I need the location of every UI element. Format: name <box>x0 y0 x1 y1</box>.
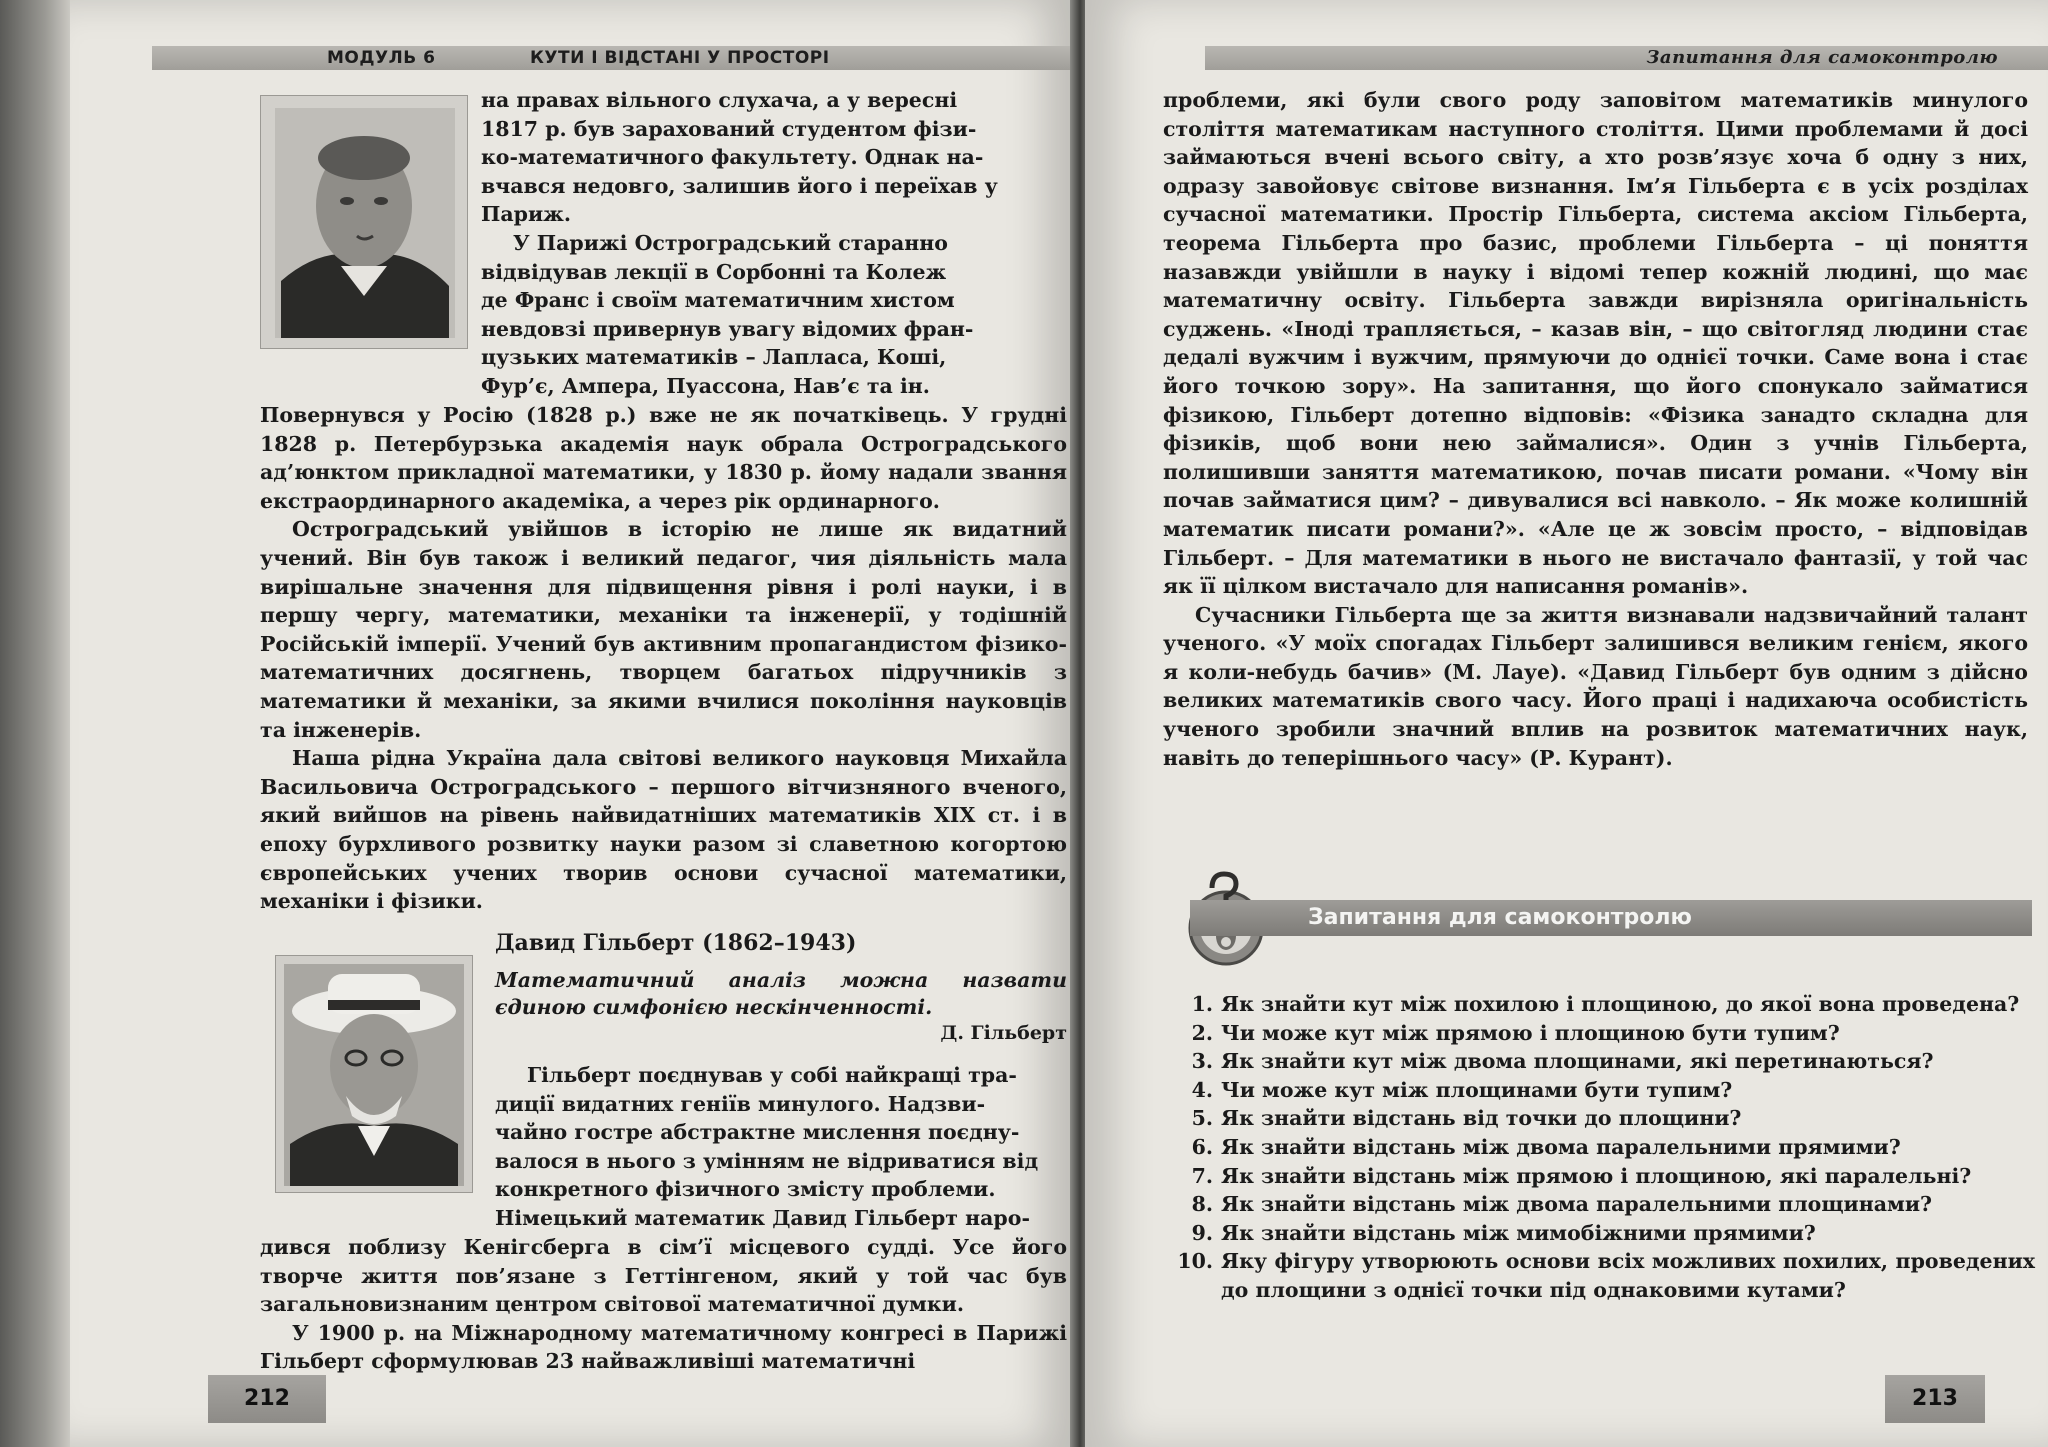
body-text-left <box>260 401 1067 916</box>
question-text: Як знайти відстань між прямою і площиною, які паралельні? <box>1221 1163 1972 1188</box>
page-number: 212 <box>208 1375 326 1423</box>
question-item <box>1175 1219 2035 1248</box>
paris-line: відвідував лекції в Сорбонні та Колеж <box>481 259 947 284</box>
intro-line: ко-математичного факультету. Однак на- <box>481 145 984 170</box>
intro-line: Париж. <box>481 202 572 227</box>
epigraph: Математичний аналіз можна назвати єдиною симфонією нескінченності. <box>495 968 1067 1019</box>
hilbert-line: валося в нього з умінням не відриватися від <box>495 1148 1039 1173</box>
question-number: 1. <box>1191 992 1213 1016</box>
hilbert-heading: Давид Гільберт (1862–1943) <box>495 930 857 956</box>
right-page <box>1085 0 2048 1447</box>
question-number: 10. <box>1177 1249 1213 1274</box>
page-number: 213 <box>1885 1375 1985 1423</box>
paris-line: де Франс і своїм математичним хистом <box>481 288 955 313</box>
hilbert-portrait <box>275 955 473 1193</box>
portrait-image <box>261 96 467 348</box>
running-header-left <box>152 46 1072 70</box>
ostrogradsky-portrait <box>260 95 468 349</box>
hilbert-line: Гільберт поєднував у собі найкращі тра- <box>527 1063 1017 1087</box>
question-item <box>1175 1190 2035 1219</box>
question-number: 3. <box>1191 1049 1213 1074</box>
paris-line: Фур’є, Ампера, Пуассона, Нав’є та ін. <box>481 373 930 398</box>
question-list <box>1175 990 2035 1305</box>
paragraph-history: Остроградський увійшов в історію не лише як видатний учений. Він був також і великий педагог, чия діяльність мала вирішальне значення для підвищення рівня і ролі науки, і в першу чергу, математики, механіки та інженерії, у тодішній Російській імперії. Учений був активним пропагандистом фізико-математичних досягнень, творцем багатьох підручників з математики й механіки, за якими вчилися покоління науковців та інженерів. <box>260 517 1067 742</box>
paragraph-return: Повернувся у Росію (1828 р.) вже не як початківець. У грудні 1828 р. Петербурзька академія наук обрала Остроградського ад’юнктом прикладної математики, у 1830 р. йому надали звання екстраординарного академіка, а через рік ординарного. <box>260 403 1067 513</box>
paris-line: У Парижі Остроградський старанно <box>513 230 948 255</box>
intro-line: на правах вільного слухача, а у вересні <box>481 88 958 112</box>
module-label: МОДУЛЬ 6 <box>327 48 436 68</box>
question-item <box>1175 1019 2035 1048</box>
running-header-right <box>1205 46 2048 70</box>
intro-line: 1817 р. був зарахований студентом фізи- <box>481 116 977 141</box>
question-text: Як знайти кут між похилою і площиною, до якої вона проведена? <box>1221 992 2020 1016</box>
question-item <box>1175 990 2035 1019</box>
question-text: Як знайти відстань від точки до площини? <box>1221 1106 1742 1131</box>
question-text: Як знайти відстань між двома паралельними прямими? <box>1221 1134 1901 1159</box>
question-number: 5. <box>1191 1106 1213 1131</box>
paragraph-problems: проблеми, які були свого роду заповітом математиків минулого століття математикам наступного століття. Цими проблемами й досі займаються вчені всього світу, а хто розв’язує хоча б одну з них, одразу завойовує світове визнання. Ім’я Гільберта є в усіх розділах сучасної математики. Простір Гільберта, система аксіом Гільберта, теорема Гільберта про базис, проблеми Гільберта – ці поняття назавжди увійшли в науку і відомі тепер кожній людині, що має математичну освіту. Гільберта завжди вирізняла оригінальність суджень. «Іноді трапляється, – казав він, – що світогляд людини стає дедалі вужчим і вужчим, прямуючи до однієї точки. Саме вона і стає його точкою зору». На запитання, що його спонукало займатися фізикою, Гільберт дотепно відповів: «Фізика занадто складна для фізиків, щоб вони нею займалися». Один з учнів Гільберта, полишивши заняття математикою, почав писати романи. «Чому він почав займатися цим? – дивувалися всі навколо. – Як може колишній математик писати романи?». «Але це ж зовсім просто, – відповідав Гільберт. – Для математики в нього не вистачало фантазії, у той час як її цілком вистачало для написання романів». <box>1163 88 2028 599</box>
question-text: Чи може кут між площинами бути тупим? <box>1221 1077 1733 1102</box>
hilbert-line: диції видатних геніїв минулого. Надзви- <box>495 1091 986 1116</box>
paris-line: цузьких математиків – Лапласа, Коші, <box>481 345 947 370</box>
intro-paragraph <box>481 86 1067 401</box>
paris-line: невдовзі привернув увагу відомих фран- <box>481 316 974 341</box>
paragraph-hilbert: дився поблизу Кенігсберга в сім’ї місцевого судді. Усе його творче життя пов’язане з Геттінгеном, який у той час був загальновизнаним центром світової математичної думки. <box>260 1235 1067 1317</box>
body-text-right <box>1163 86 2028 772</box>
book-edge <box>0 0 75 1447</box>
hilbert-line: конкретного фізичного змісту проблеми. <box>495 1177 996 1202</box>
question-number: 9. <box>1191 1220 1213 1245</box>
question-item <box>1175 1076 2035 1105</box>
portrait-image <box>276 956 472 1192</box>
question-text: Як знайти відстань між двома паралельними площинами? <box>1221 1192 1933 1217</box>
question-text: Як знайти кут між двома площинами, які перетинаються? <box>1221 1049 1934 1074</box>
chapter-title: КУТИ І ВІДСТАНІ У ПРОСТОРІ <box>530 48 830 68</box>
question-text: Чи може кут між прямою і площиною бути тупим? <box>1221 1020 1840 1045</box>
paragraph-ukraine: Наша рідна Україна дала світові великого науковця Михайла Васильовича Остроградського – першого вітчизняного вченого, який вийшов на рівень найвидатніших математиків XIX ст. і в епоху бурхливого розвитку науки разом зі славетною когортою європейських учених творив основи сучасної математики, механіки і фізики. <box>260 746 1067 914</box>
hilbert-line: Німецький математик Давид Гільберт наро- <box>495 1205 1030 1230</box>
hilbert-line: чайно гостре абстрактне мислення поєдну- <box>495 1120 1020 1145</box>
question-item <box>1175 1162 2035 1191</box>
question-number: 8. <box>1191 1192 1213 1217</box>
left-page <box>70 0 1075 1447</box>
paragraph-congress: У 1900 р. на Міжнародному математичному конгресі в Парижі Гільберт сформулював 23 найважливіші математичні <box>260 1320 1067 1374</box>
paragraph-contemporaries: Сучасники Гільберта ще за життя визнавали надзвичайний талант ученого. «У моїх спогадах Гільберт залишився великим генієм, якого я коли-небудь бачив» (М. Лауе). «Давид Гільберт був одним з дійсно великих математиків свого часу. Його праці і надихаюча особистість ученого зробили значний вплив на розвиток математичних наук, навіть до теперішнього часу» (Р. Курант). <box>1163 602 2028 770</box>
section-header: Запитання для самоконтролю <box>1646 47 1998 68</box>
question-text: Яку фігуру утворюють основи всіх можливих похилих, проведених до площини з однієї точки під однаковими кутами? <box>1221 1249 2035 1302</box>
self-check-title: Запитання для самоконтролю <box>1190 900 2032 936</box>
question-item <box>1175 1247 2035 1304</box>
question-item <box>1175 1133 2035 1162</box>
question-item <box>1175 1047 2035 1076</box>
epigraph-author: Д. Гільберт <box>940 1022 1067 1044</box>
question-number: 7. <box>1191 1163 1213 1188</box>
body-text-left-bottom <box>260 1233 1067 1376</box>
intro-line: вчався недовго, залишив його і переїхав у <box>481 173 998 198</box>
question-text: Як знайти відстань між мимобіжними прямими? <box>1221 1220 1816 1245</box>
question-number: 6. <box>1191 1134 1213 1159</box>
question-item <box>1175 1104 2035 1133</box>
question-number: 2. <box>1191 1020 1213 1045</box>
hilbert-intro <box>495 1061 1067 1233</box>
question-number: 4. <box>1191 1077 1213 1102</box>
